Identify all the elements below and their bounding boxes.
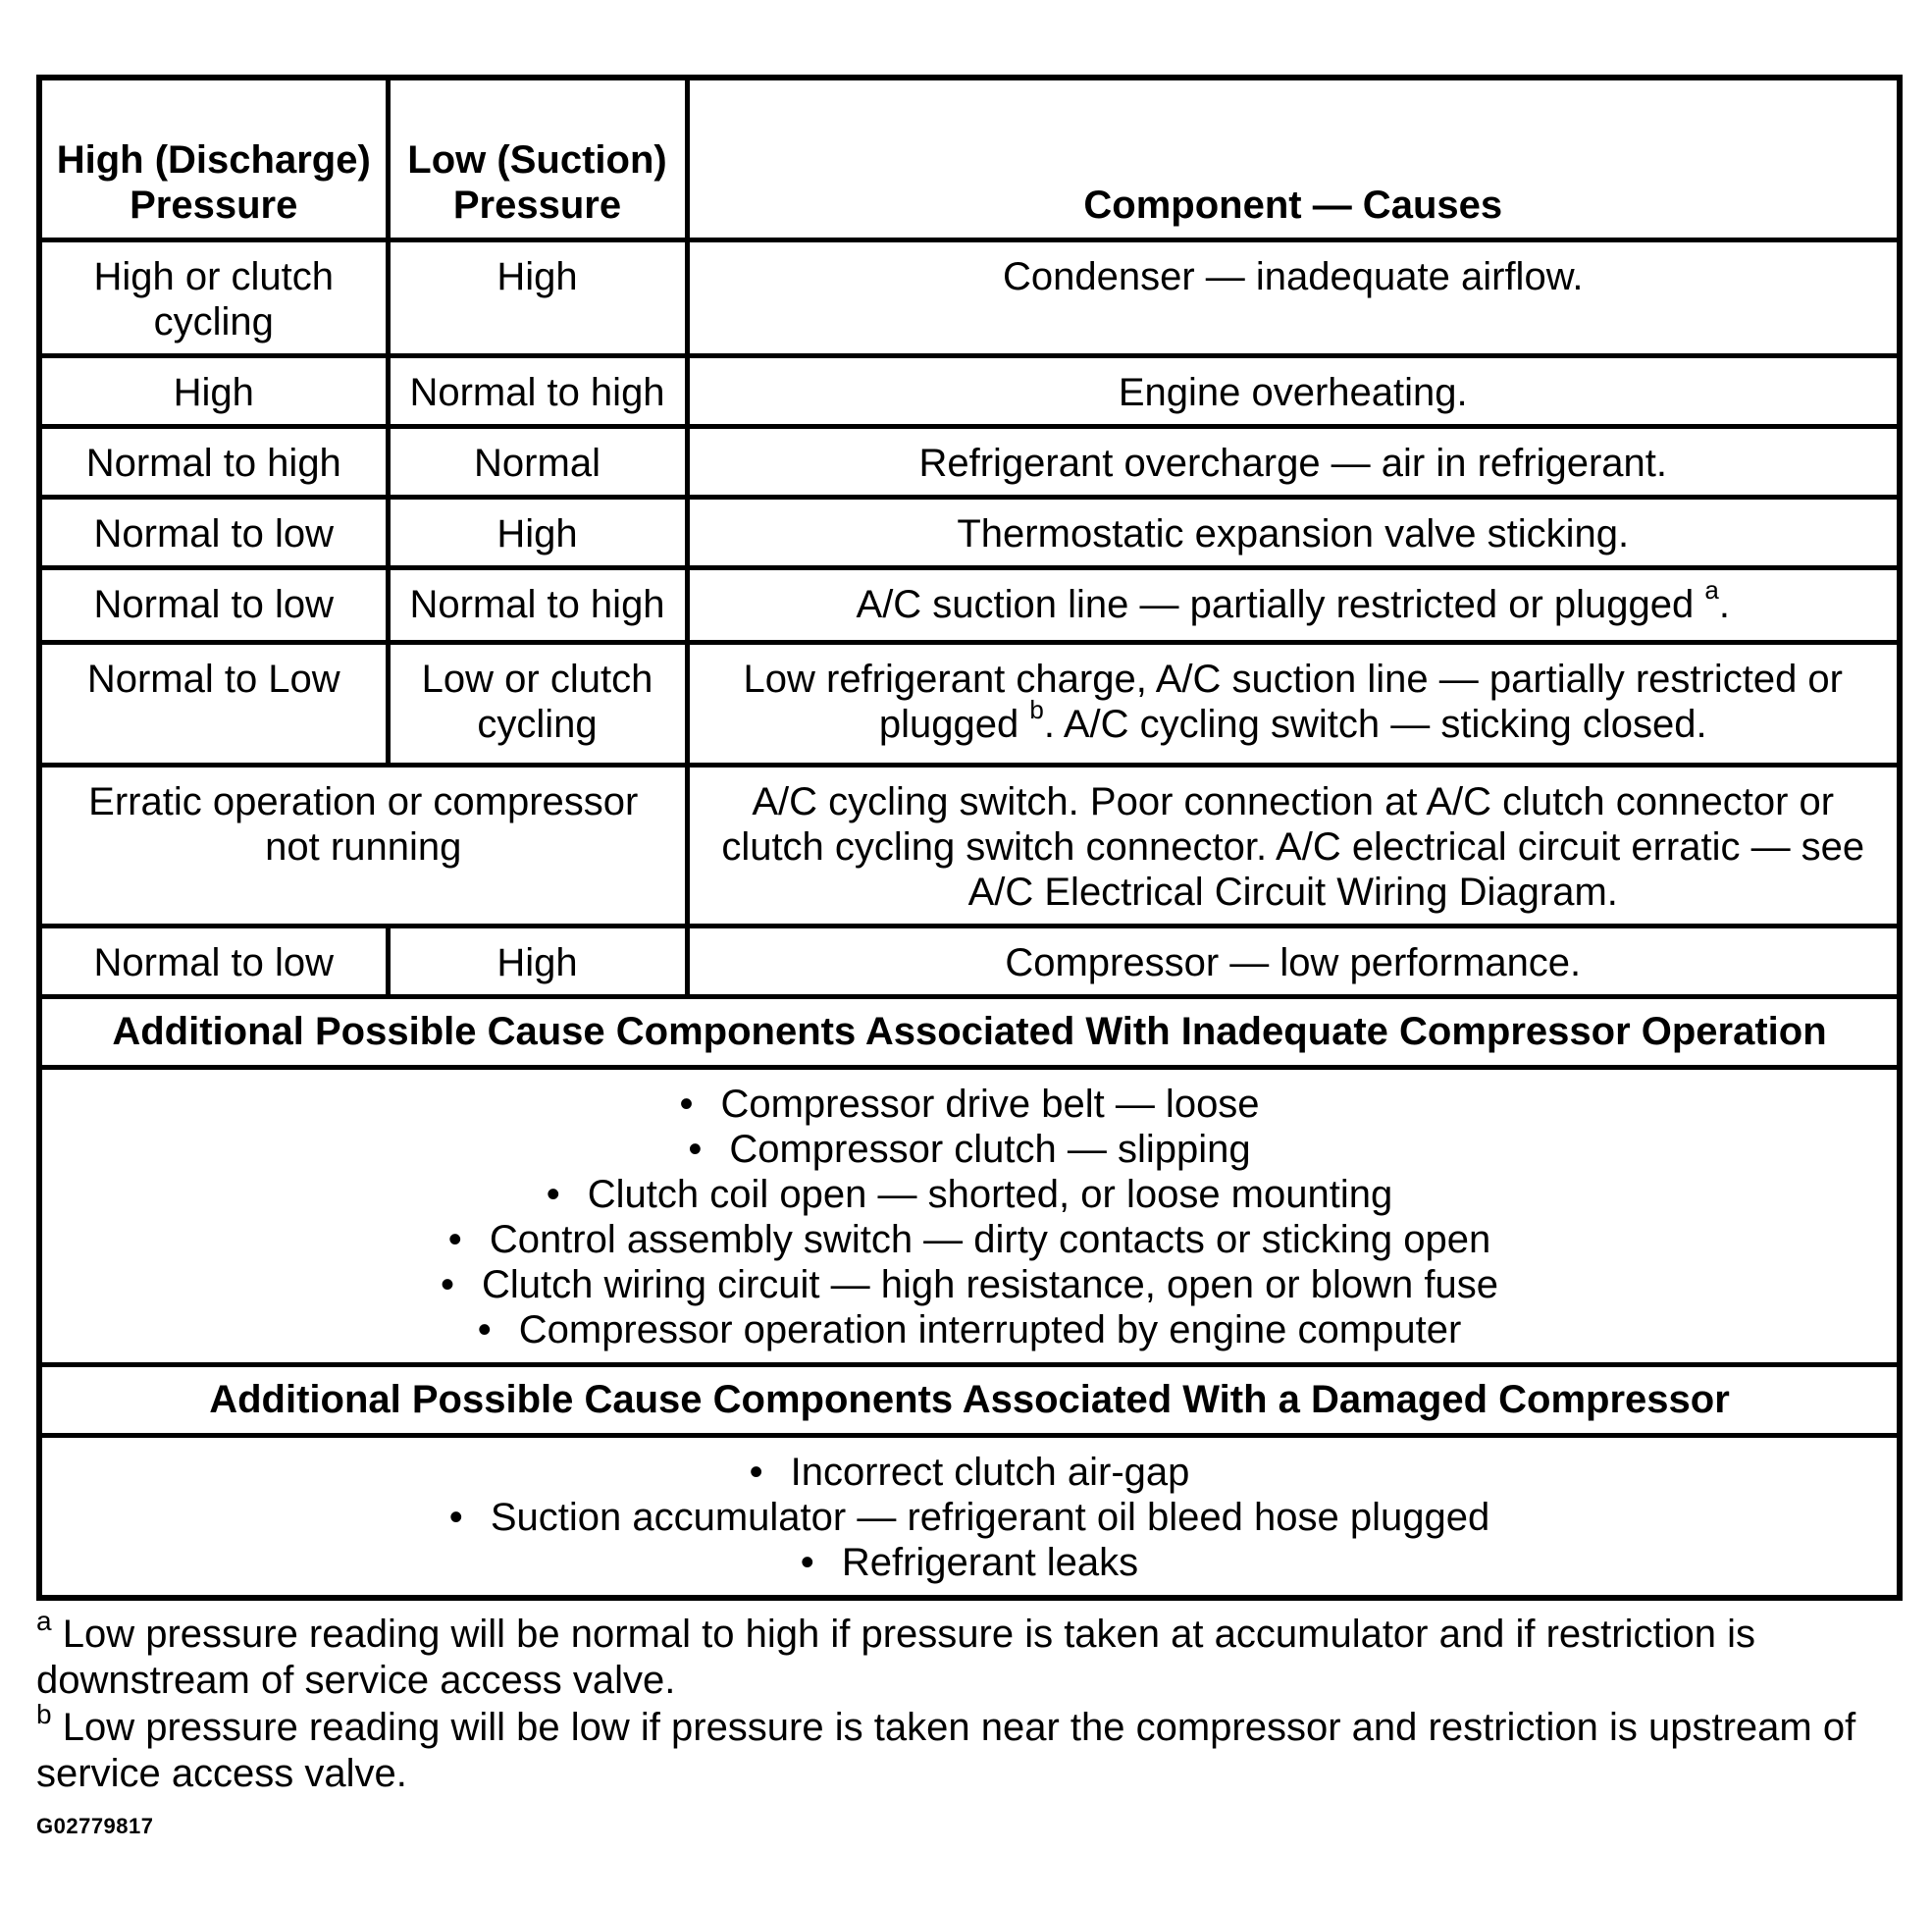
low-pressure-cell: Low or clutch cycling (388, 642, 687, 765)
bullet-list-inadequate-compressor (39, 1067, 1900, 1364)
low-pressure-cell: High (388, 497, 687, 567)
high-pressure-cell: Normal to high (39, 426, 388, 497)
cause-text: A/C suction line — partially restricted or plugged (856, 582, 1695, 626)
section-list-row (39, 1435, 1900, 1598)
cause-cell: Refrigerant overcharge — air in refrigerant. (687, 426, 1900, 497)
section-title-damaged-compressor: Additional Possible Cause Components Associated With a Damaged Compressor (39, 1364, 1900, 1435)
bullet-list-damaged-compressor (39, 1435, 1900, 1598)
list-item (56, 1127, 1883, 1172)
header-high-pressure: High (Discharge) Pressure (39, 78, 388, 239)
table-header-row (39, 78, 1900, 239)
footnotes (36, 1605, 1903, 1798)
list-item-text: Incorrect clutch air-gap (790, 1450, 1190, 1494)
table-row (39, 426, 1900, 497)
table-row (39, 497, 1900, 567)
cause-cell: Condenser — inadequate airflow. (687, 239, 1900, 355)
cause-text-end: . (1718, 582, 1730, 626)
section-title-inadequate-compressor: Additional Possible Cause Components Associated With Inadequate Compressor Operation (39, 996, 1900, 1067)
low-pressure-cell: High (388, 239, 687, 355)
high-pressure-cell: High or clutch cycling (39, 239, 388, 355)
section-header-row (39, 996, 1900, 1067)
low-pressure-cell: Normal (388, 426, 687, 497)
table-row (39, 239, 1900, 355)
section-header-row (39, 1364, 1900, 1435)
bullet-icon: • (679, 1082, 694, 1126)
list-item-text: Clutch wiring circuit — high resistance, open or blown fuse (481, 1262, 1499, 1306)
table-row (39, 355, 1900, 426)
table-row (39, 642, 1900, 765)
table-row (39, 765, 1900, 926)
cause-cell (687, 567, 1900, 642)
cause-cell (687, 642, 1900, 765)
high-pressure-cell: High (39, 355, 388, 426)
list-item-text: Refrigerant leaks (841, 1540, 1139, 1584)
list-item (56, 1262, 1883, 1307)
low-pressure-cell: High (388, 926, 687, 996)
bullet-icon: • (546, 1172, 560, 1216)
cause-cell: A/C cycling switch. Poor connection at A/C clutch connector or clutch cycling switch connector. A/C electrical circuit erratic — see A/C Electrical Circuit Wiring Diagram. (687, 765, 1900, 926)
bullet-icon: • (448, 1495, 463, 1539)
footnote-b (36, 1698, 1903, 1797)
footnote-text: Low pressure reading will be low if pressure is taken near the compressor and restriction is upstream of service access valve. (36, 1706, 1856, 1795)
footnote-mark: b (36, 1698, 52, 1729)
high-pressure-cell: Normal to low (39, 567, 388, 642)
bullet-icon: • (688, 1127, 703, 1171)
bullet-icon: • (440, 1262, 454, 1306)
list-item (56, 1495, 1883, 1540)
high-pressure-cell: Normal to low (39, 926, 388, 996)
diagnosis-table (36, 75, 1903, 1601)
footnote-a (36, 1605, 1903, 1704)
bullet-icon: • (749, 1450, 763, 1494)
bullet-icon: • (477, 1307, 492, 1351)
figure-id: G02779817 (36, 1814, 154, 1838)
cause-cell: Compressor — low performance. (687, 926, 1900, 996)
high-pressure-cell: Normal to Low (39, 642, 388, 765)
low-pressure-cell: Normal to high (388, 355, 687, 426)
cause-cell: Engine overheating. (687, 355, 1900, 426)
low-pressure-cell: Normal to high (388, 567, 687, 642)
cause-text: Low refrigerant charge, A/C suction line — partially restricted or plugged (743, 657, 1843, 746)
list-item (56, 1172, 1883, 1217)
bullet-icon: • (800, 1540, 814, 1584)
header-low-pressure: Low (Suction) Pressure (388, 78, 687, 239)
table-row (39, 926, 1900, 996)
combined-pressure-cell: Erratic operation or compressor not running (39, 765, 687, 926)
cause-text-end: . A/C cycling switch — sticking closed. (1043, 702, 1707, 746)
header-component-causes: Component — Causes (687, 78, 1900, 239)
footnote-ref-b: b (1029, 695, 1044, 725)
list-item-text: Compressor operation interrupted by engine computer (518, 1307, 1462, 1351)
list-item-text: Compressor drive belt — loose (720, 1082, 1260, 1126)
list-item-text: Clutch coil open — shorted, or loose mounting (587, 1172, 1393, 1216)
list-item (56, 1217, 1883, 1262)
list-item-text: Suction accumulator — refrigerant oil bleed hose plugged (490, 1495, 1490, 1539)
table-row (39, 567, 1900, 642)
section-list-row (39, 1067, 1900, 1364)
list-item-text: Control assembly switch — dirty contacts or sticking open (489, 1217, 1491, 1261)
cause-cell: Thermostatic expansion valve sticking. (687, 497, 1900, 567)
list-item (56, 1450, 1883, 1495)
footnote-text: Low pressure reading will be normal to high if pressure is taken at accumulator and if restriction is downstream of service access valve. (36, 1613, 1755, 1702)
bullet-icon: • (447, 1217, 462, 1261)
footnote-ref-a: a (1704, 575, 1719, 606)
list-item (56, 1307, 1883, 1352)
footnote-mark: a (36, 1605, 52, 1636)
list-item-text: Compressor clutch — slipping (729, 1127, 1251, 1171)
list-item (56, 1082, 1883, 1127)
high-pressure-cell: Normal to low (39, 497, 388, 567)
list-item (56, 1540, 1883, 1585)
